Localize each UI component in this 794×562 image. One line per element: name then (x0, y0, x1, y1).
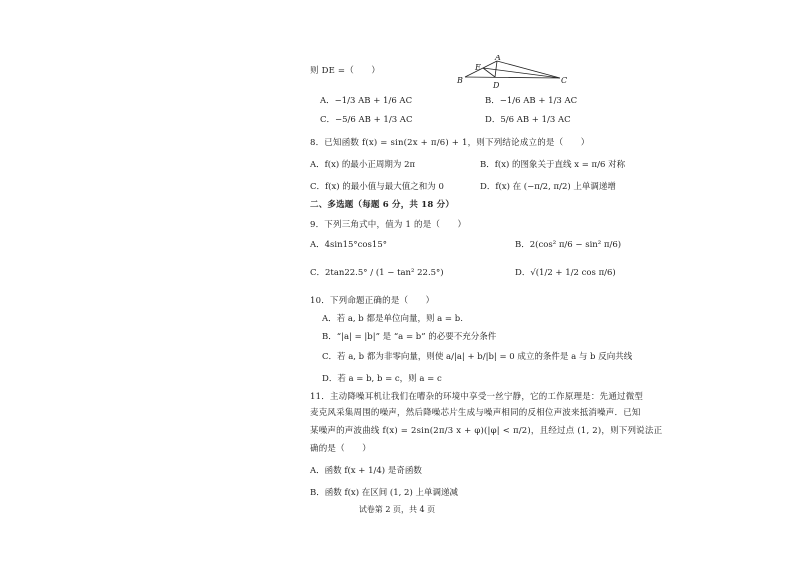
label-c: C (561, 76, 568, 85)
label-b: B (457, 76, 463, 85)
q10-option-c: C．若 a, b 都为非零向量，则使 a/|a| + b/|b| = 0 成立的条件是 a 与 b 反向共线 (322, 352, 633, 362)
q9-option-d: D．√(1/2 + 1/2 cos π/6) (515, 268, 616, 278)
q11-stem-line-4: 确的是（ ） (310, 444, 371, 454)
q7-option-c: C．−5/6 AB + 1/3 AC (320, 115, 413, 125)
q7-option-b: B．−1/6 AB + 1/3 AC (485, 96, 578, 106)
label-d: D (493, 81, 500, 90)
q8-stem: 8．已知函数 f(x) = sin(2x + π/6) + 1，则下列结论成立的是（ ） (310, 138, 590, 148)
q8-option-b: B．f(x) 的图象关于直线 x = π/6 对称 (480, 160, 626, 170)
q8-option-d: D．f(x) 在 (−π/2, π/2) 上单调递增 (480, 182, 616, 192)
section-multiple-choice-title: 二、多选题（每题 6 分，共 18 分） (310, 200, 455, 210)
q10-stem: 10．下列命题正确的是（ ） (310, 296, 435, 306)
q9-stem: 9．下列三角式中，值为 1 的是（ ） (310, 220, 467, 230)
q10-option-a: A．若 a, b 都是单位向量，则 a = b. (322, 314, 463, 324)
label-e: E (475, 63, 481, 72)
q10-option-b: B．“|a| = |b|” 是 “a = b” 的必要不充分条件 (322, 332, 497, 342)
edge-ac (497, 61, 560, 78)
triangle-figure (455, 55, 575, 95)
q8-option-a: A．f(x) 的最小正周期为 2π (310, 160, 416, 170)
edge-bc (465, 77, 560, 78)
edge-ad (495, 61, 497, 77)
q9-option-a: A．4sin15°cos15° (310, 240, 387, 250)
page-footer: 试卷第 2 页，共 4 页 (358, 505, 436, 514)
q11-option-b: B．函数 f(x) 在区间 (1, 2) 上单调递减 (310, 488, 458, 498)
q7-option-a: A．−1/3 AB + 1/6 AC (320, 96, 413, 106)
q10-option-d: D．若 a = b, b = c，则 a = c (322, 374, 442, 384)
q9-option-b: B．2(cos² π/6 − sin² π/6) (515, 240, 622, 250)
q11-stem-line-1: 11．主动降噪耳机让我们在嘈杂的环境中享受一丝宁静，它的工作原理是：先通过微型 (310, 392, 644, 402)
q7-stem-tail: 则 DE =（ ） (310, 66, 381, 76)
q11-option-a: A．函数 f(x + 1/4) 是奇函数 (310, 466, 422, 476)
q8-option-c: C．f(x) 的最小值与最大值之和为 0 (310, 182, 444, 192)
q7-option-d: D．5/6 AB + 1/3 AC (485, 115, 571, 125)
q11-stem-line-2: 麦克风采集周围的噪声，然后降噪芯片生成与噪声相同的反相位声波来抵消噪声．已知 (310, 408, 641, 418)
q9-option-c: C．2tan22.5° / (1 − tan² 22.5°) (310, 268, 444, 278)
label-a: A (495, 55, 501, 62)
q11-stem-line-3: 某噪声的声波曲线 f(x) = 2sin(2π/3 x + φ)(|φ| < π/2)，且经过点 (1, 2)，则下列说法正 (310, 426, 663, 436)
